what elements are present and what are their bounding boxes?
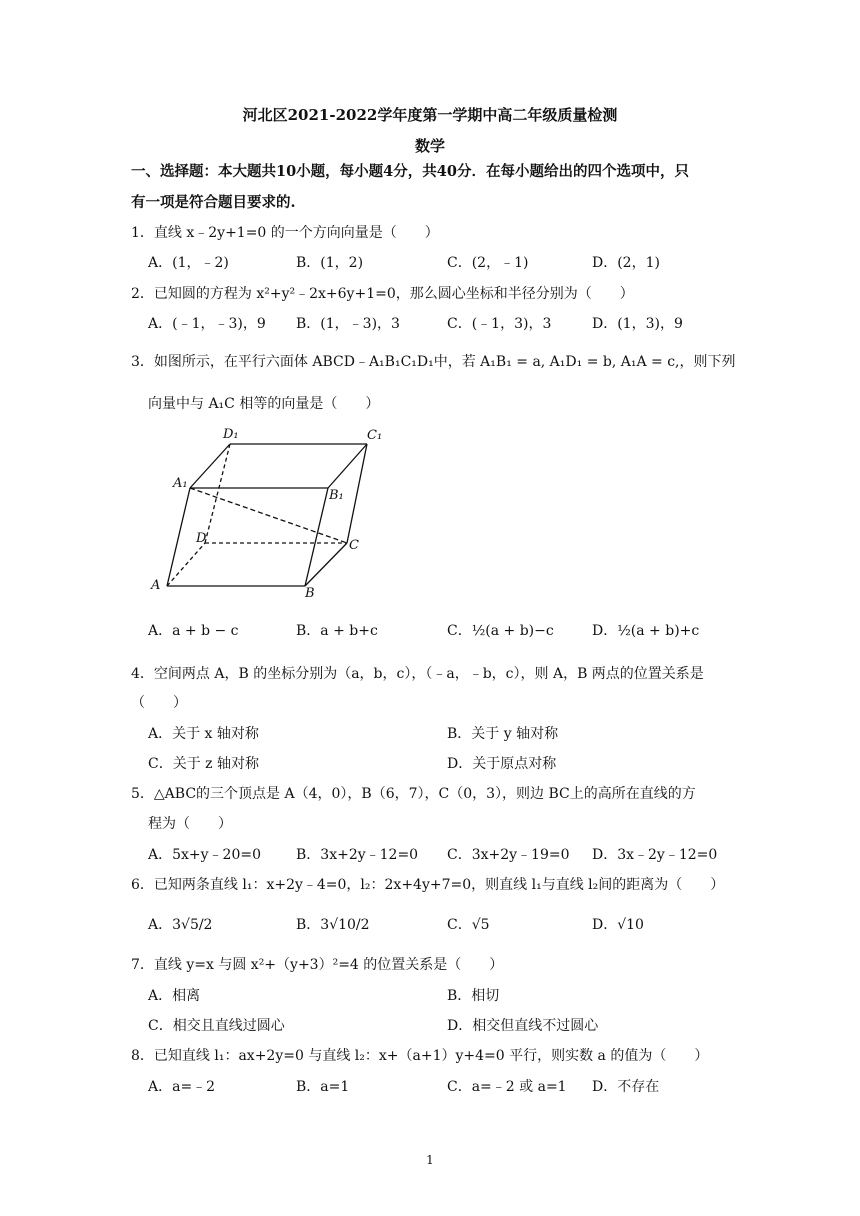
q6-option-c: C．√5 (447, 917, 490, 933)
q2-stem: 2．已知圆的方程为 x²+y²﹣2x+6y+1=0，那么圆心坐标和半径分别为（ ） (131, 286, 634, 302)
q3-stem: 3．如图所示，在平行六面体 ABCD﹣A₁B₁C₁D₁中，若 A₁B₁ = a, A₁D₁ = b, A₁A = c,，则下列 (131, 354, 736, 370)
label-b: B (305, 586, 315, 601)
q5-option-b: B．3x+2y﹣12=0 (296, 847, 419, 863)
q2-option-d: D．(1，3)，9 (592, 316, 683, 332)
q8-option-b: B．a=1 (296, 1079, 350, 1095)
q3-option-b: B．a + b+c (296, 623, 378, 639)
q7-option-d: D．相交但直线不过圆心 (447, 1018, 599, 1034)
label-d: D (196, 531, 207, 546)
q7-option-a: A．相离 (148, 988, 201, 1004)
label-c: C (349, 538, 359, 553)
q2-option-c: C．(﹣1，3)，3 (447, 316, 552, 332)
q7-stem: 7．直线 y=x 与圆 x²+（y+3）²=4 的位置关系是（ ） (131, 957, 504, 973)
q5-stem-line2: 程为（ ） (148, 816, 232, 832)
label-b1: B₁ (329, 488, 344, 503)
q4-option-d: D．关于原点对称 (447, 756, 557, 772)
label-a: A (151, 578, 161, 593)
subject-title: 数学 (414, 137, 445, 155)
q8-option-d: D．不存在 (592, 1079, 660, 1095)
section-heading-line2: 有一项是符合题目要求的. (131, 194, 296, 211)
q3-stem-line2: 向量中与 A₁C 相等的向量是（ ） (148, 396, 380, 412)
q1-option-c: C．(2，﹣1) (447, 255, 529, 271)
q3-option-a: A．a + b − c (148, 623, 239, 639)
q7-option-b: B．相切 (447, 988, 500, 1004)
label-d1: D₁ (223, 427, 239, 442)
q1-option-b: B．(1，2) (296, 255, 364, 271)
q8-option-a: A．a=﹣2 (148, 1079, 216, 1095)
q4-option-b: B．关于 y 轴对称 (447, 726, 559, 742)
q1-option-d: D．(2，1) (592, 255, 660, 271)
q6-option-d: D．√10 (592, 917, 644, 933)
q7-option-c: C．相交且直线过圆心 (148, 1018, 285, 1034)
q2-option-b: B．(1，﹣3)，3 (296, 316, 400, 332)
q6-option-a: A．3√5/2 (148, 917, 213, 933)
q5-option-c: C．3x+2y﹣19=0 (447, 847, 570, 863)
q2-option-a: A．(﹣1，﹣3)，9 (148, 316, 266, 332)
q3-option-d: D．½(a + b)+c (592, 623, 700, 639)
q6-option-b: B．3√10/2 (296, 917, 370, 933)
label-c1: C₁ (367, 428, 383, 443)
parallelepiped-figure (145, 422, 385, 604)
exam-title: 河北区2021-2022学年度第一学期中高二年级质量检测 (242, 106, 618, 124)
q5-stem: 5．△ABC的三个顶点是 A（4，0），B（6，7），C（0，3），则边 BC上的高所在直线的方 (131, 786, 696, 802)
q1-option-a: A．(1，﹣2) (148, 255, 229, 271)
q4-stem: 4．空间两点 A，B 的坐标分别为（a，b，c），（﹣a，﹣b，c），则 A，B 两点的位置关系是 (131, 666, 704, 682)
section-heading-line1: 一、选择题：本大题共10小题，每小题4分，共40分．在每小题给出的四个选项中，只 (131, 163, 689, 180)
q4-option-c: C．关于 z 轴对称 (148, 756, 259, 772)
q6-stem: 6．已知两条直线 l₁：x+2y﹣4=0，l₂：2x+4y+7=0，则直线 l₁与直线 l₂间的距离为（ ） (131, 877, 725, 893)
q8-stem: 8．已知直线 l₁：ax+2y=0 与直线 l₂：x+（a+1）y+4=0 平行，则实数 a 的值为（ ） (131, 1048, 709, 1064)
q4-stem-line2: （ ） (131, 695, 187, 711)
q3-option-c: C．½(a + b)−c (447, 623, 554, 639)
label-a1: A₁ (173, 476, 188, 491)
q5-option-d: D．3x﹣2y﹣12=0 (592, 847, 718, 863)
q5-option-a: A．5x+y﹣20=0 (148, 847, 262, 863)
q1-stem: 1．直线 x﹣2y+1=0 的一个方向向量是（ ） (131, 225, 439, 241)
q4-option-a: A．关于 x 轴对称 (148, 726, 259, 742)
q8-option-c: C．a=﹣2 或 a=1 (447, 1079, 567, 1095)
page-number: 1 (426, 1153, 434, 1167)
